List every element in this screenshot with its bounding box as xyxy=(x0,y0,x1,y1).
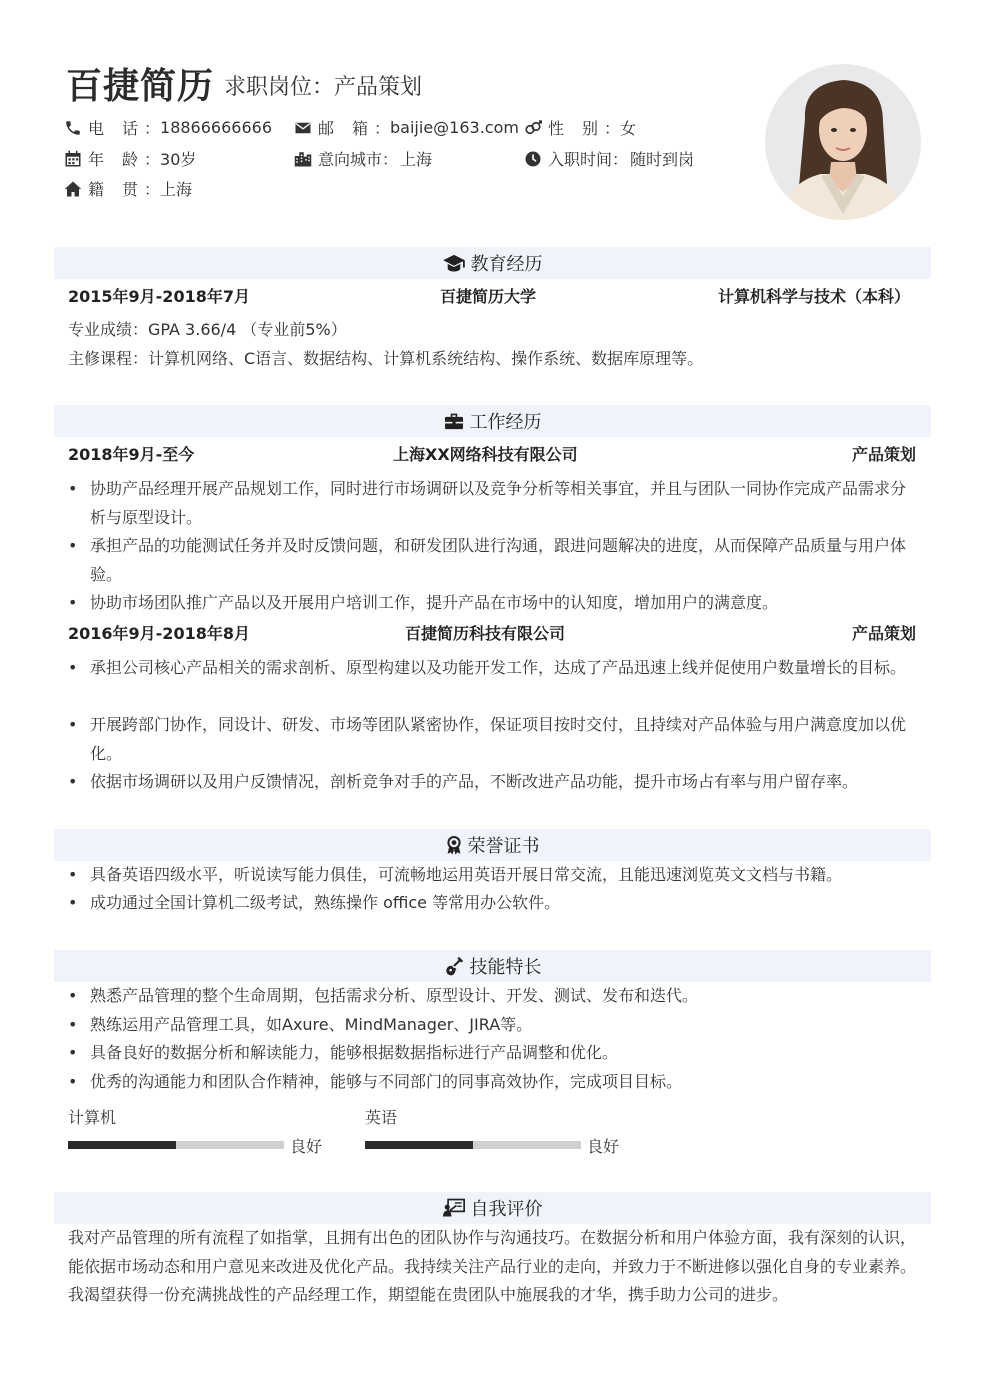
work-job-1-role: 产品策划 xyxy=(851,445,916,464)
education-courses: 主修课程：计算机网络、C语言、数据结构、计算机系统结构、操作系统、数据库原理等。 xyxy=(68,349,704,368)
section-education-title: 教育经历 xyxy=(470,254,543,275)
skill-item: • 优秀的沟通能力和团队合作精神，能够与不同部门的同事高效协作，完成项目目标。 xyxy=(68,1068,918,1097)
phone-colon: ： xyxy=(144,119,161,138)
city-value: 上海 xyxy=(400,150,433,169)
calendar-icon xyxy=(64,150,82,168)
email-label-2: 箱 xyxy=(351,119,368,138)
section-honors-title: 荣誉证书 xyxy=(467,836,540,857)
skill-item: • 熟练运用产品管理工具，如Axure、MindManager、JIRA等。 xyxy=(68,1011,918,1040)
presentation-icon xyxy=(443,1198,465,1218)
info-email xyxy=(294,116,519,139)
origin-colon: ： xyxy=(144,180,161,199)
clock-icon xyxy=(524,150,542,168)
work-job-1-company: 上海XX网络科技有限公司 xyxy=(393,445,578,464)
city-label: 意向城市： xyxy=(318,150,399,169)
work-job-2-row xyxy=(68,621,916,647)
email-value: baijie@163.com xyxy=(390,118,519,137)
job-target: 求职岗位：产品策划 xyxy=(224,75,423,100)
gender-value: 女 xyxy=(620,119,637,138)
self-evaluation-text: 我对产品管理的所有流程了如指掌，且拥有出色的团队协作与沟通技巧。在数据分析和用户体验方面，我有深刻的认识，能依据市场动态和用户意见来改进及优化产品。我持续关注产品行业的走向，并致力于不断进修以强化自身的专业素养。我渴望获得一份充满挑战性的产品经理工作，期望能在贵团队中施展我的才华，携手助力公司的进步。 xyxy=(68,1228,917,1304)
gender-colon: ： xyxy=(604,119,621,138)
origin-label-1: 籍 xyxy=(88,180,105,199)
education-score: 专业成绩：GPA 3.66/4 （专业前5%） xyxy=(68,320,347,339)
mail-icon xyxy=(294,119,312,137)
profile-photo xyxy=(765,64,921,220)
skill-level-name: 英语 xyxy=(365,1108,398,1127)
phone-value: 18866666666 xyxy=(160,118,272,137)
info-start xyxy=(524,147,694,170)
avatar-illustration xyxy=(765,64,921,220)
work-job-2-item: • 承担公司核心产品相关的需求剖析、原型构建以及功能开发工作，达成了产品迅速上线并促使用户数量增长的目标。 xyxy=(68,654,918,683)
work-job-2-company: 百捷简历科技有限公司 xyxy=(405,624,566,643)
section-self-title: 自我评价 xyxy=(470,1199,543,1220)
email-label-1: 邮 xyxy=(318,119,335,138)
info-gender xyxy=(524,116,636,139)
work-job-2-item: • 依据市场调研以及用户反馈情况，剖析竞争对手的产品，不断改进产品功能，提升市场占有率与用户留存率。 xyxy=(68,768,918,797)
skill-item: • 熟悉产品管理的整个生命周期，包括需求分析、原型设计、开发、测试、发布和迭代。 xyxy=(68,982,918,1011)
education-major: 计算机科学与技术（本科） xyxy=(717,287,910,306)
work-job-1-date: 2018年9月-至今 xyxy=(68,445,195,464)
work-job-1-item: • 协助市场团队推广产品以及开展用户培训工作，提升产品在市场中的认知度，增加用户的满意度。 xyxy=(68,589,918,618)
work-job-1-row xyxy=(68,442,916,468)
origin-label-2: 贯 xyxy=(121,180,138,199)
education-date: 2015年9月-2018年7月 xyxy=(68,287,250,306)
section-skills-title: 技能特长 xyxy=(469,957,542,978)
phone-label-1: 电 xyxy=(88,119,105,138)
section-work-header xyxy=(54,405,931,437)
skill-level-name: 计算机 xyxy=(68,1108,117,1127)
home-icon xyxy=(64,180,82,198)
resume-name: 百捷简历 xyxy=(66,66,215,107)
award-icon xyxy=(446,835,462,855)
section-work-title: 工作经历 xyxy=(469,412,542,433)
start-value: 随时到岗 xyxy=(630,150,695,169)
section-education-header xyxy=(54,247,931,279)
info-origin xyxy=(64,177,192,200)
origin-value: 上海 xyxy=(160,180,193,199)
age-label-2: 龄 xyxy=(121,150,138,169)
city-icon xyxy=(294,150,312,168)
work-job-1-item: • 承担产品的功能测试任务并及时反馈问题，和研发团队进行沟通，跟进问题解决的进度，从而保障产品质量与用户体验。 xyxy=(68,532,918,589)
start-label: 入职时间： xyxy=(548,150,629,169)
age-value: 30岁 xyxy=(160,150,197,169)
guitar-icon xyxy=(444,956,464,976)
info-phone xyxy=(64,116,272,139)
skill-level-bar xyxy=(68,1141,284,1149)
briefcase-icon xyxy=(444,412,464,430)
education-school: 百捷简历大学 xyxy=(440,287,537,306)
work-job-2-role: 产品策划 xyxy=(851,624,916,643)
section-honors-header xyxy=(54,829,931,861)
info-city xyxy=(294,147,432,170)
skill-level-bar xyxy=(365,1141,581,1149)
honor-item: • 具备英语四级水平，听说读写能力俱佳，可流畅地运用英语开展日常交流，且能迅速浏览英文文档与书籍。 xyxy=(68,861,918,890)
info-age xyxy=(64,147,196,170)
phone-icon xyxy=(64,119,82,137)
education-row xyxy=(68,284,916,310)
skill-level-bar-fill xyxy=(68,1141,176,1149)
skill-level-bar-fill xyxy=(365,1141,473,1149)
age-label-1: 年 xyxy=(88,150,105,169)
honor-item: • 成功通过全国计算机二级考试，熟练操作 office 等常用办公软件。 xyxy=(68,889,918,918)
work-job-2-date: 2016年9月-2018年8月 xyxy=(68,624,250,643)
graduation-cap-icon xyxy=(443,254,465,272)
phone-label-2: 话 xyxy=(121,119,138,138)
gender-label-2: 别 xyxy=(581,119,598,138)
work-job-1-item: • 协助产品经理开展产品规划工作，同时进行市场调研以及竞争分析等相关事宜，并且与团队一同协作完成产品需求分析与原型设计。 xyxy=(68,475,918,532)
email-colon: ： xyxy=(374,119,391,138)
age-colon: ： xyxy=(144,150,161,169)
skill-item: • 具备良好的数据分析和解读能力，能够根据数据指标进行产品调整和优化。 xyxy=(68,1039,918,1068)
section-skills-header xyxy=(54,950,931,982)
skill-level-value: 良好 xyxy=(587,1137,620,1156)
gender-icon xyxy=(524,119,542,137)
gender-label-1: 性 xyxy=(548,119,565,138)
work-job-2-item: • 开展跨部门协作，同设计、研发、市场等团队紧密协作，保证项目按时交付，且持续对产品体验与用户满意度加以优化。 xyxy=(68,711,918,768)
section-self-header xyxy=(54,1192,931,1224)
skill-level-value: 良好 xyxy=(290,1137,323,1156)
